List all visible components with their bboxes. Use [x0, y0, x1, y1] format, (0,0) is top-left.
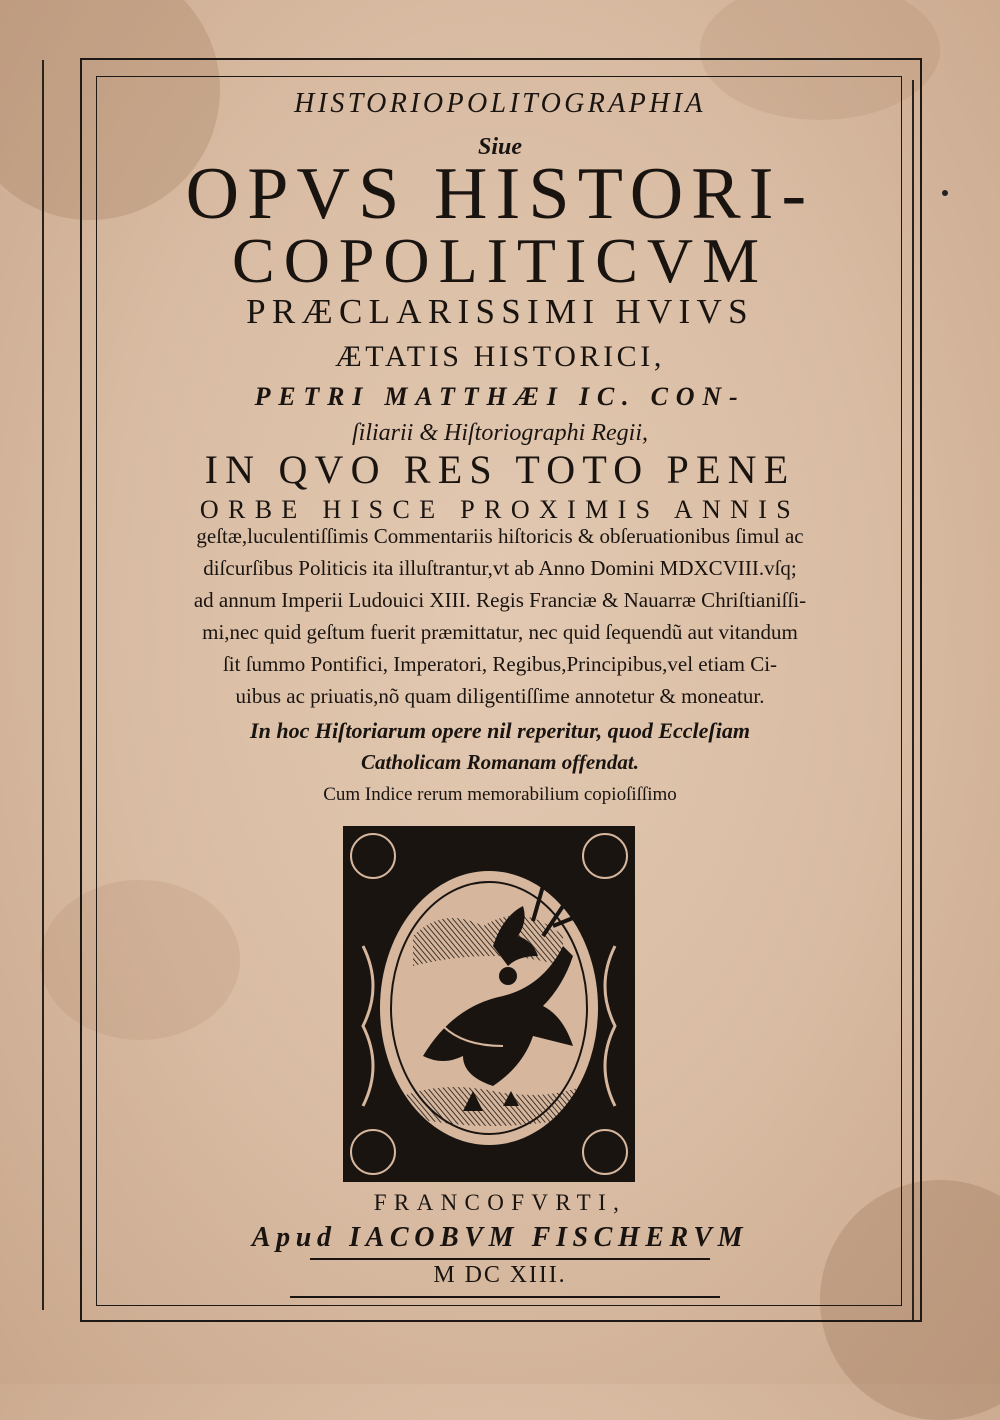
censure-line-1: In hoc Hiſtoriarum opere nil reperitur, quod Eccleſiam [250, 718, 750, 743]
title-line-2: Siue [477, 134, 522, 160]
censure-line-2: Catholicam Romanam offendat. [361, 750, 639, 774]
title-line-3: OPVS HISTORI- [185, 153, 815, 235]
index-note: Cum Indice rerum memorabilium copioſiſſimo [323, 784, 677, 805]
body-line-6: uibus ac priuatis,nõ quam diligentiſſime annotetur & moneatur. [235, 684, 765, 708]
body-line-3: ad annum Imperii Ludouici XIII. Regis Franciæ & Nauarræ Chriſtianiſſi- [193, 588, 807, 612]
imprint-year: M DC XIII. [433, 1262, 567, 1288]
title-line-5: PRÆCLARISSIMI HVIVS [246, 292, 754, 331]
imprint-place: FRANCOFVRTI, [373, 1190, 627, 1215]
body-line-5: ſit ſummo Pontifici, Imperatori, Regibus,Principibus,vel etiam Ci- [222, 652, 778, 676]
title-line-1: HISTORIOPOLITOGRAPHIA [294, 88, 706, 119]
title-line-4: COPOLITICVM [232, 225, 768, 296]
title-line-10: ORBE HISCE PROXIMIS ANNIS [199, 495, 801, 524]
woodcut-printers-device-icon [343, 826, 635, 1182]
left-margin-rule [42, 60, 44, 1310]
imprint-printer: Apud IACOBVM FISCHERVM [251, 1222, 749, 1253]
right-margin-mark [942, 190, 948, 196]
title-line-6: ÆTATIS HISTORICI, [335, 340, 665, 373]
title-line-7: PETRI MATTHÆI IC. CON- [254, 382, 746, 411]
right-margin-rule [912, 80, 914, 1320]
body-line-2: diſcurſibus Politicis ita illuſtrantur,vt ab Anno Domini MDXCVIII.vſq; [203, 556, 797, 580]
body-line-4: mi,nec quid geſtum fuerit præmittatur, nec quid ſequendũ aut vitandum [202, 620, 798, 644]
imprint-rule-lower [290, 1296, 720, 1298]
body-line-1: geſtæ,luculentiſſimis Commentariis hiſtoricis & obſeruationibus ſimul ac [196, 524, 804, 548]
title-line-9: IN QVO RES TOTO PENE [204, 447, 796, 492]
imprint-rule-upper [310, 1258, 710, 1260]
title-line-8: ſiliarii & Hiſtoriographi Regii, [351, 420, 648, 446]
